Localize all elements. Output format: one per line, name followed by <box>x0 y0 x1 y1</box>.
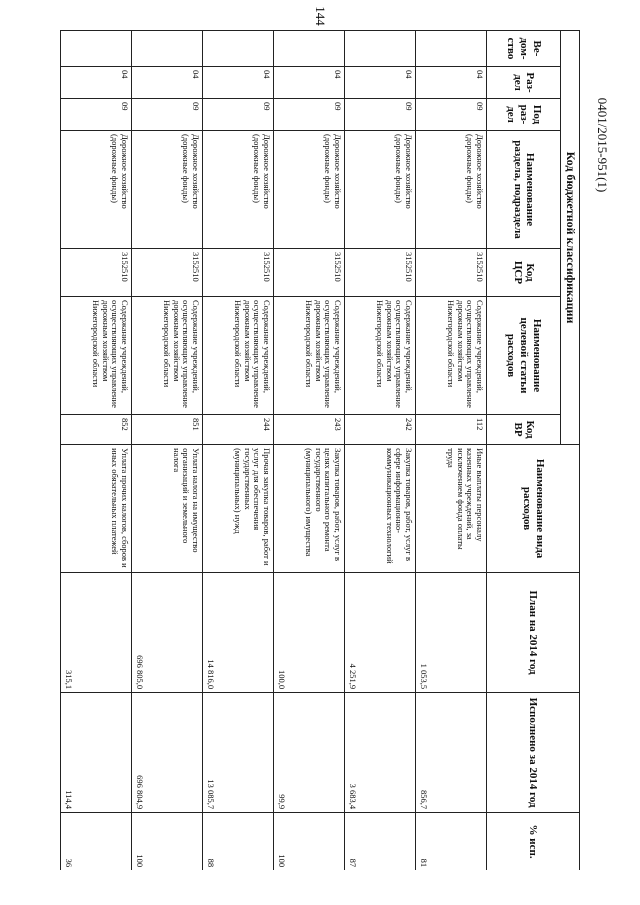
cell-vr: 851 <box>132 415 203 445</box>
cell-naim-csr: Содержание учреждений, осуществляющих управление дорожным хозяйством Нижегородской области <box>132 297 203 415</box>
cell-razdel: 04 <box>274 67 345 99</box>
document-reference <box>590 80 614 210</box>
cell-naim-csr: Содержание учреждений, осуществляющих управление дорожным хозяйством Нижегородской области <box>416 297 487 415</box>
cell-csr: 3152510 <box>203 249 274 297</box>
cell-plan: 100,0 <box>274 573 345 693</box>
cell-ispolneno: 856,7 <box>416 693 487 813</box>
cell-ved <box>416 31 487 67</box>
cell-naim-csr: Содержание учреждений, осуществляющих управление дорожным хозяйством Нижегородской области <box>345 297 416 415</box>
cell-pct: 88 <box>203 813 274 870</box>
cell-naim-razdela: Дорожное хозяйство (дорожные фонды) <box>61 131 132 249</box>
cell-podrazdel: 09 <box>132 99 203 131</box>
cell-naim-vr: Уплата налога на имущество организаций и земельного налога <box>132 445 203 573</box>
cell-naim-razdela: Дорожное хозяйство (дорожные фонды) <box>345 131 416 249</box>
cell-razdel: 04 <box>203 67 274 99</box>
cell-plan: 696 805,0 <box>132 573 203 693</box>
table-row <box>61 31 132 871</box>
cell-podrazdel: 09 <box>61 99 132 131</box>
header-vedomstvo: Ве-дом-ство <box>487 31 561 67</box>
cell-plan: 14 816,0 <box>203 573 274 693</box>
cell-razdel: 04 <box>61 67 132 99</box>
header-ispolneno: Исполнено за 2014 год <box>487 693 580 813</box>
cell-naim-csr: Содержание учреждений, осуществляющих управление дорожным хозяйством Нижегородской области <box>274 297 345 415</box>
table-row <box>345 31 416 871</box>
cell-csr: 3152510 <box>132 249 203 297</box>
cell-ved <box>61 31 132 67</box>
table-row <box>416 31 487 871</box>
table-row <box>203 31 274 871</box>
cell-razdel: 04 <box>345 67 416 99</box>
cell-podrazdel: 09 <box>274 99 345 131</box>
cell-pct: 36 <box>61 813 132 870</box>
cell-ved <box>203 31 274 67</box>
cell-plan: 1 053,5 <box>416 573 487 693</box>
cell-naim-vr: Закупка товаров, работ, услуг в целях капитального ремонта государственного (муниципального) имущества <box>274 445 345 573</box>
cell-csr: 3152510 <box>61 249 132 297</box>
cell-pct: 100 <box>274 813 345 870</box>
cell-naim-csr: Содержание учреждений, осуществляющих управление дорожным хозяйством Нижегородской области <box>61 297 132 415</box>
cell-plan: 315,1 <box>61 573 132 693</box>
cell-ispolneno: 114,4 <box>61 693 132 813</box>
cell-naim-vr: Иные выплаты персоналу казенных учреждений, за исключением фонда оплаты труда <box>416 445 487 573</box>
cell-razdel: 04 <box>416 67 487 99</box>
cell-plan: 4 251,9 <box>345 573 416 693</box>
cell-naim-csr: Содержание учреждений, осуществляющих управление дорожным хозяйством Нижегородской области <box>203 297 274 415</box>
header-podrazdel: Под раз-дел <box>487 99 561 131</box>
document-reference-text: 0401/2015-951(1) <box>595 97 610 193</box>
cell-vr: 852 <box>61 415 132 445</box>
rotated-table-wrapper <box>60 30 580 870</box>
cell-pct: 87 <box>345 813 416 870</box>
cell-razdel: 04 <box>132 67 203 99</box>
budget-table <box>60 30 580 870</box>
cell-ispolneno: 3 683,4 <box>345 693 416 813</box>
header-naim-csr: Наименование целевой статьи расходов <box>487 297 561 415</box>
cell-naim-vr: Уплата прочих налогов, сборов и иных обязательных платежей <box>61 445 132 573</box>
cell-ved <box>345 31 416 67</box>
cell-csr: 3152510 <box>274 249 345 297</box>
cell-ispolneno: 99,9 <box>274 693 345 813</box>
cell-vr: 244 <box>203 415 274 445</box>
header-group-kbk: Код бюджетной классификации <box>561 31 580 445</box>
header-razdel: Раз-дел <box>487 67 561 99</box>
cell-ved <box>274 31 345 67</box>
cell-naim-vr: Прочая закупка товаров, работ и услуг для обеспечения государственных (муниципальных) нужд <box>203 445 274 573</box>
cell-podrazdel: 09 <box>345 99 416 131</box>
cell-ispolneno: 13 085,7 <box>203 693 274 813</box>
cell-naim-razdela: Дорожное хозяйство (дорожные фонды) <box>274 131 345 249</box>
cell-csr: 3152510 <box>345 249 416 297</box>
cell-pct: 81 <box>416 813 487 870</box>
cell-naim-vr: Закупка товаров, работ, услуг в сфере информационно-коммуникационных технологий <box>345 445 416 573</box>
header-naim-razdela: Наименование раздела, подраздела <box>487 131 561 249</box>
rotated-table-container <box>60 30 580 870</box>
cell-naim-razdela: Дорожное хозяйство (дорожные фонды) <box>203 131 274 249</box>
cell-ispolneno: 696 804,9 <box>132 693 203 813</box>
table-row <box>274 31 345 871</box>
header-kod-vr: Код ВР <box>487 415 561 445</box>
header-naim-vr: Наименование вида расходов <box>487 445 580 573</box>
cell-ved <box>132 31 203 67</box>
cell-vr: 242 <box>345 415 416 445</box>
cell-vr: 112 <box>416 415 487 445</box>
header-plan: План на 2014 год <box>487 573 580 693</box>
header-kod-csr: Код ЦСР <box>487 249 561 297</box>
cell-podrazdel: 09 <box>416 99 487 131</box>
cell-csr: 3152510 <box>416 249 487 297</box>
cell-podrazdel: 09 <box>203 99 274 131</box>
table-row <box>132 31 203 871</box>
cell-vr: 243 <box>274 415 345 445</box>
cell-naim-razdela: Дорожное хозяйство (дорожные фонды) <box>416 131 487 249</box>
page-number: 144 <box>313 6 328 26</box>
header-pct: % исп. <box>487 813 580 870</box>
cell-naim-razdela: Дорожное хозяйство (дорожные фонды) <box>132 131 203 249</box>
cell-pct: 100 <box>132 813 203 870</box>
